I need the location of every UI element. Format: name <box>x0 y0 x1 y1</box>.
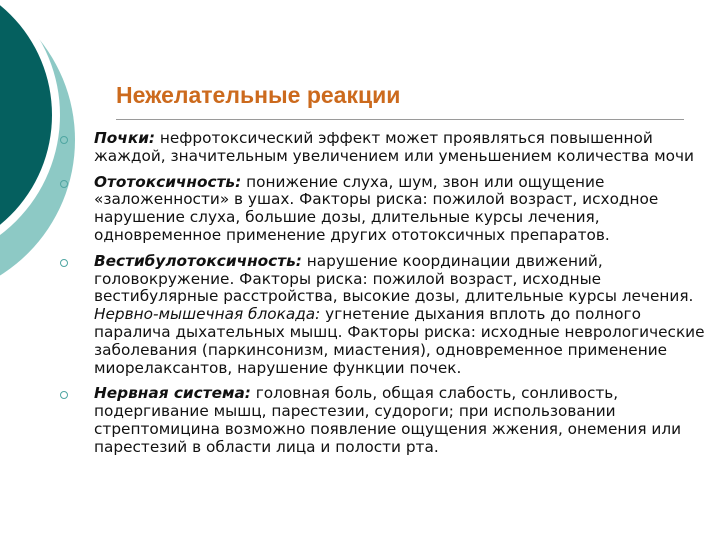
bullet-list <box>60 130 710 465</box>
term-nervous-system: Нервная система: <box>94 384 251 403</box>
bullet-item-kidneys <box>60 130 710 166</box>
bullet-item-ototoxicity <box>60 174 710 245</box>
bullet-ring-icon <box>60 180 68 188</box>
text-ototoxicity: понижение слуха, шум, звон или ощущение «заложенности» в ушах. Факторы риска: пожилой возраст, исходное нарушение слуха, большие дозы, длительные курсы лечения, одновременное применение других ототоксичных препаратов. <box>94 172 659 244</box>
bullet-ring-icon <box>60 391 68 399</box>
text-neuromuscular-block: угнетение дыхания вплоть до полного паралича дыхательных мышц. Факторы риска: исходные неврологические заболевания (паркинсонизм, миастения), одновременное применение миорелаксантов, нарушение функции почек. <box>94 305 705 377</box>
bullet-item-vestibulotoxicity <box>60 253 710 378</box>
term-neuromuscular-block: Нервно-мышечная блокада: <box>94 305 321 324</box>
bullet-ring-icon <box>60 259 68 267</box>
text-vestibulotoxicity: нарушение координации движений, головокружение. Факторы риска: пожилой возраст, исходные вестибулярные расстройства, высокие дозы, длительные курсы лечения. <box>94 251 694 306</box>
term-vestibulotoxicity: Вестибулотоксичность: <box>94 251 302 270</box>
slide-title: Нежелательные реакции <box>116 82 401 108</box>
text-nervous-system: головная боль, общая слабость, сонливость, подергивание мышц, парестезии, судороги; при использовании стрептомицина возможно появление ощущения жжения, онемения или парестезий в области лица и полости рта. <box>94 384 682 456</box>
title-underline <box>116 119 684 120</box>
term-kidneys: Почки: <box>94 129 156 147</box>
bullet-item-nervous-system <box>60 385 710 456</box>
text-kidneys: нефротоксический эффект может проявляться повышенной жаждой, значительным увеличением или уменьшением количества мочи <box>94 129 694 165</box>
bullet-ring-icon <box>60 136 68 144</box>
term-ototoxicity: Ототоксичность: <box>94 172 242 191</box>
